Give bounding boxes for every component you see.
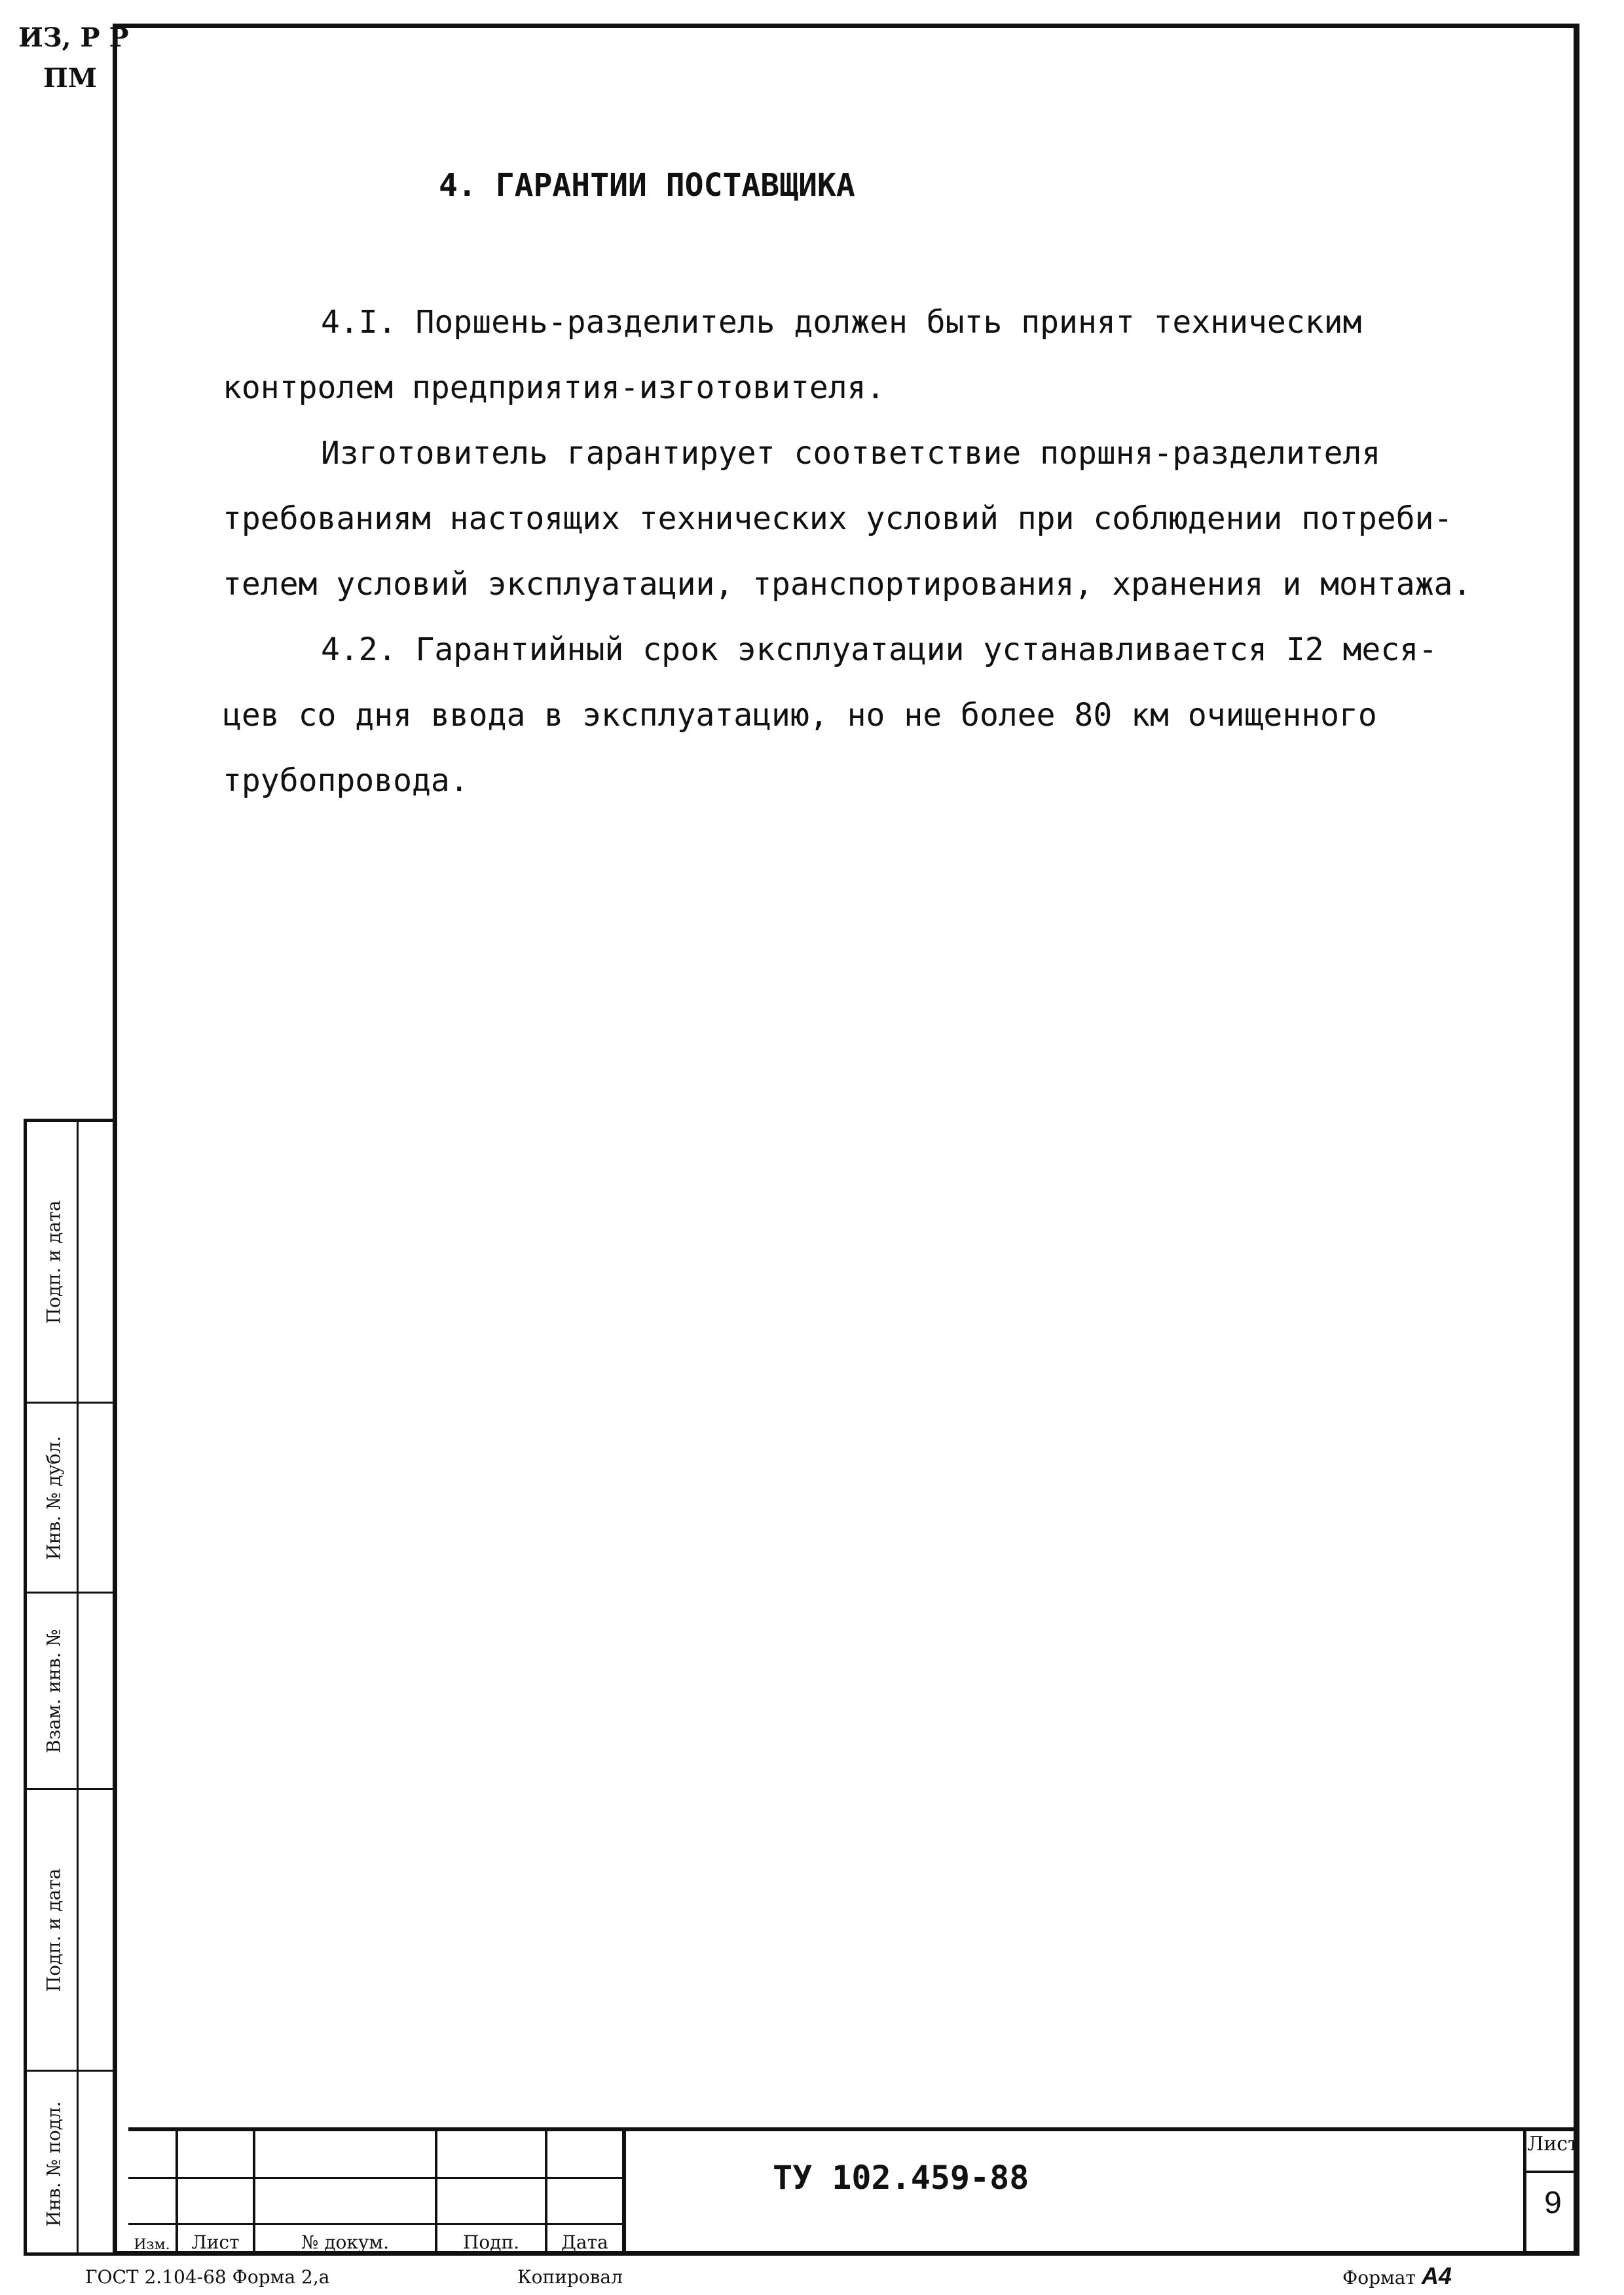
corner-mark-line2: ПМ: [43, 63, 98, 94]
side-stamp: [24, 1119, 115, 2256]
paragraph-1: [223, 289, 1552, 420]
footer-format: [1342, 2262, 1452, 2290]
document-designation: ТУ 102.459-88: [773, 2159, 1029, 2197]
text-line: 4.I. Поршень-разделитель должен быть принят техническим: [321, 304, 1362, 341]
col-label-signature: Подп.: [462, 2231, 520, 2253]
side-label: Подп. и дата: [43, 1200, 65, 1324]
side-label: Инв. № дубл.: [43, 1435, 65, 1560]
text-line: телем условий эксплуатации, транспортирования, хранения и монтажа.: [223, 566, 1472, 603]
side-cell-sign-date: [27, 1122, 115, 1404]
footer-copied: Копировал: [517, 2266, 623, 2288]
text-line: цев со дня ввода в эксплуатацию, но не более 80 км очищенного: [223, 697, 1377, 734]
footer-form: ГОСТ 2.104-68 Форма 2,а: [85, 2266, 330, 2288]
col-label-sheet: Лист: [191, 2231, 240, 2253]
section-title: 4. ГАРАНТИИ ПОСТАВЩИКА: [439, 167, 855, 204]
sheet-label: Лист: [1527, 2133, 1579, 2155]
text-line: Изготовитель гарантирует соответствие поршня-разделителя: [321, 435, 1381, 472]
col-label-doc-number: № докум.: [301, 2231, 390, 2253]
side-label: Взам. инв. №: [43, 1628, 65, 1753]
col-label-date: Дата: [561, 2231, 608, 2253]
text-line: 4.2. Гарантийный срок эксплуатации устанавливается I2 меся-: [321, 631, 1438, 668]
sheet-number-box: [1523, 2130, 1579, 2254]
revision-grid: [128, 2131, 626, 2256]
side-cell-sign-date-2: [27, 1790, 115, 2072]
text-line: трубопровода.: [223, 762, 469, 799]
paragraph-3: [223, 617, 1552, 813]
col-label-change: Изм.: [134, 2237, 170, 2253]
format-label: Формат: [1342, 2267, 1416, 2288]
text-line: контролем предприятия-изготовителя.: [223, 369, 885, 406]
paragraph-2: [223, 420, 1552, 617]
side-cell-dup-inv: [27, 1404, 115, 1594]
side-label: Подп. и дата: [43, 1868, 65, 1992]
side-cell-orig-inv: [27, 2072, 115, 2256]
text-line: требованиям настоящих технических условий при соблюдении потреби-: [223, 500, 1453, 537]
corner-mark-line1: ИЗ, Р Р: [18, 22, 129, 53]
format-value: А4: [1421, 2262, 1452, 2289]
side-label: Инв. № подл.: [43, 2100, 65, 2227]
side-cell-replace-inv: [27, 1594, 115, 1790]
sheet-number: 9: [1544, 2186, 1562, 2220]
